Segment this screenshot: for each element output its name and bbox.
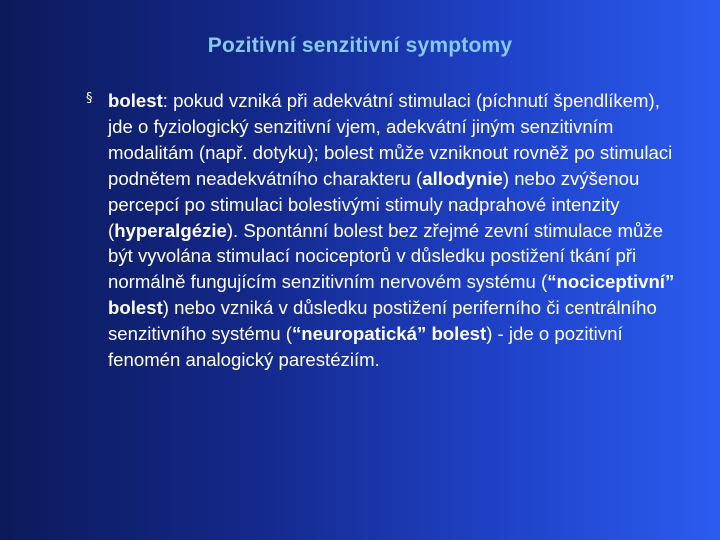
text-segment: ). Spontánní bolest bez zřejmé zevní stimulace může být vyvolána stimulací nociceptorů v důsledku postižení tkání při normálně fungujícím senzitivním nervovém systému ( <box>108 219 663 293</box>
term-hyperalgezie: hyperalgézie <box>114 219 227 241</box>
text-segment: ) nebo vzniká v důsledku postižení periferního či centrálního senzitivního systému ( <box>108 297 657 345</box>
term-bolest: bolest <box>108 90 163 111</box>
term-neuropaticka-bolest: “neuropatická” bolest <box>291 323 487 345</box>
term-allodynie: allodynie <box>422 167 503 189</box>
slide-title: Pozitivní senzitivní symptomy <box>207 34 513 57</box>
bullet-text <box>108 88 686 373</box>
bullet-marker-icon: § <box>86 91 93 106</box>
term-nociceptivni-bolest: “nociceptivní” bolest <box>108 271 675 319</box>
text-segment: : pokud vzniká při adekvátní stimulaci (píchnutí špendlíkem), jde o fyziologický senzitivní vjem, adekvátní jiným senzitivním modalitám (např. dotyku); bolest může vzniknout rovněž po stimulaci podnětem neadekvátního charakteru ( <box>108 90 673 189</box>
bullet-item <box>86 88 686 373</box>
slide-body <box>86 88 686 373</box>
text-segment: ) nebo zvýšenou percepcí po stimulaci bolestivými stimuly nadprahové intenzity ( <box>108 167 640 241</box>
text-segment: ) - jde o pozitivní fenomén analogický parestéziím. <box>108 323 623 371</box>
